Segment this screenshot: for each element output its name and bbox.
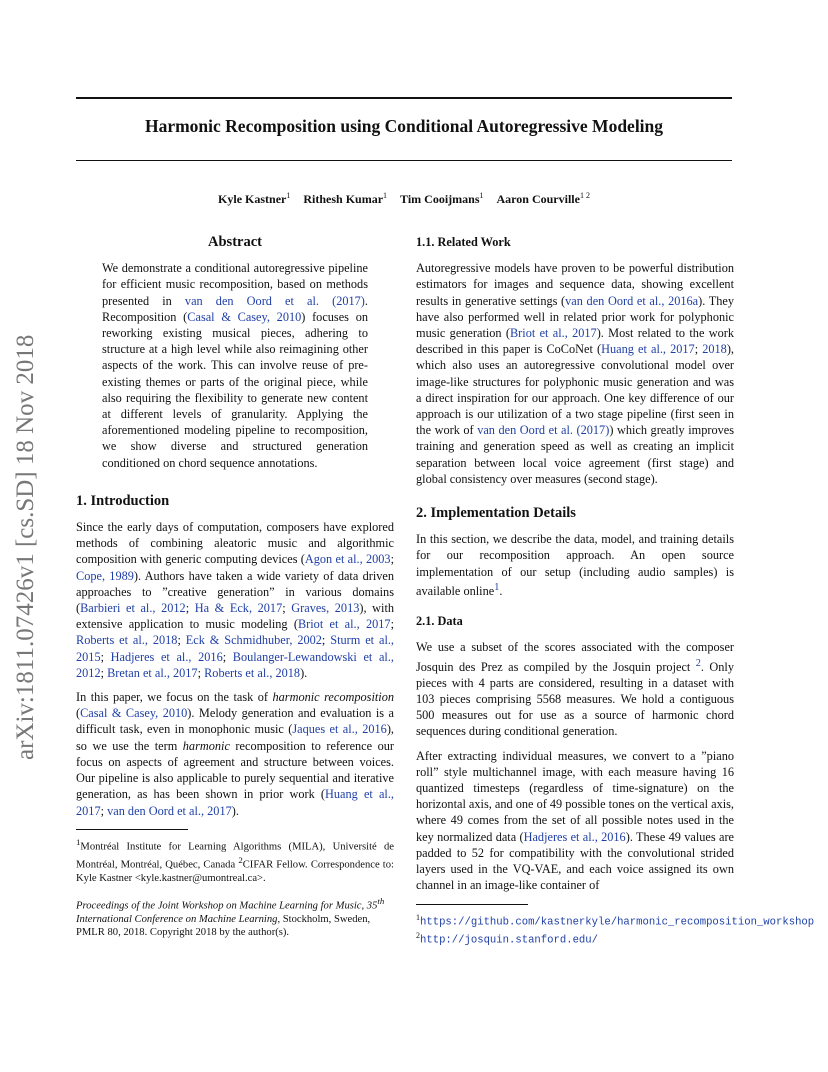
left-column — [76, 234, 394, 940]
related-work-heading: 1.1. Related Work — [416, 235, 511, 249]
citation-link[interactable]: Eck & Schmidhuber, 2002 — [185, 633, 322, 648]
citation-link[interactable]: Hadjeres et al., 2016 — [523, 829, 626, 844]
citation-link[interactable]: van den Oord et al. (2017) — [184, 293, 365, 308]
citation-link[interactable]: Sturm et al., 2015 — [76, 633, 395, 664]
footnote-2: $^2$http://josquin.stanford.edu/ — [416, 931, 599, 947]
citation-link[interactable]: Agon et al., 2003 — [304, 552, 391, 567]
proceedings-note: Proceedings of the Joint Workshop on Machine Learning for Music, 35th International Conference on Machine Learning, Stockholm, Sweden, PMLR 80, 2018. Copyright 2018 by the author(s). — [76, 895, 385, 939]
author-3: Tim Cooijmans$^1$ — [400, 191, 484, 206]
data-heading: 2.1. Data — [416, 614, 463, 629]
citation-link[interactable]: van den Oord et al., 2016a — [565, 293, 699, 308]
citation-link[interactable]: Huang et al., 2017 — [601, 342, 695, 357]
implementation-heading: 2. Implementation Details — [416, 505, 576, 522]
abstract-heading: Abstract — [208, 234, 262, 250]
footnote-1: $^1$https://github.com/kastnerkyle/harmonic_recomposition_workshop — [416, 912, 815, 929]
citation-link[interactable]: Huang et al., 2017 — [76, 787, 394, 818]
citation-link[interactable]: Cope, 1989 — [76, 568, 134, 583]
author-list — [76, 191, 732, 207]
citation-link[interactable]: van den Oord et al. (2017) — [477, 423, 610, 438]
abstract-text: We demonstrate a conditional autoregressive pipeline for efficient music recomposition, based on methods presented in van den Oord et al. (2017). Recomposition (Casal & Casey, 2010) focuses on reworking existing musical pieces, adhering to structure at a high level while also reimagining other aspects of the work. This can involve reuse of pre-existing themes or parts of the original piece, while also requiring the flexibility to generate new content at different levels of granularity. Applying the aforementioned modeling pipeline to recomposition, we show diverse and structured generation conditioned on chord sequence annotations. — [102, 261, 368, 470]
paper-title: Harmonic Recomposition using Conditional Autoregressive Modeling — [144, 116, 664, 136]
citation-link[interactable]: Casal & Casey, 2010 — [80, 706, 188, 721]
author-1: Kyle Kastner$^1$ — [218, 191, 291, 206]
footnote-link[interactable]: 2 — [695, 657, 701, 669]
author-2: Rithesh Kumar$^1$ — [303, 191, 388, 206]
right-column — [416, 234, 815, 948]
github-link[interactable]: https://github.com/kastnerkyle/harmonic_recomposition_workshop — [420, 916, 815, 929]
title-bottom-rule — [76, 160, 732, 161]
citation-link[interactable]: Briot et al., 2017 — [297, 617, 391, 632]
intro-paragraph-1: Since the early days of computation, composers have explored methods of combining aleatoric music and algorithmic composition with generic computing devices (Agon et al., 2003; Cope, 1989). Authors have taken a wide variety of data driven approaches to ”creative generation” in various domains (Barbieri et al., 2012; Ha & Eck, 2017; Graves, 2013), with extensive application to music modeling (Briot et al., 2017; Roberts et al., 2018; Eck & Schmidhuber, 2002; Sturm et al., 2015; Hadjeres et al., 2016; Boulanger-Lewandowski et al., 2012; Bretan et al., 2017; Roberts et al., 2018). — [76, 520, 395, 680]
footnote-link[interactable]: 1 — [494, 581, 500, 593]
top-rule — [76, 97, 732, 99]
citation-link[interactable]: Jaques et al., 2016 — [292, 722, 387, 737]
citation-link[interactable]: Graves, 2013 — [291, 601, 360, 616]
citation-link[interactable]: Ha & Eck, 2017 — [194, 601, 283, 616]
citation-link[interactable]: Casal & Casey, 2010 — [187, 309, 302, 324]
footnote-rule — [416, 904, 528, 905]
citation-link[interactable]: Briot et al., 2017 — [509, 326, 597, 341]
data-paragraph-1: We use a subset of the scores associated with the composer Josquin des Prez as compiled by the Josquin project $^2$. Only pieces with 4 parts are considered, resulting in a dataset with 103 pieces comprising 5568 measures. We hold a contiguous 500 measures out for use as a source of harmonic chord sequences during conditional generation. — [416, 640, 734, 739]
intro-heading: 1. Introduction — [76, 492, 170, 509]
josquin-link[interactable]: http://josquin.stanford.edu/ — [420, 934, 599, 947]
citation-link[interactable]: 2018 — [702, 342, 727, 357]
author-4: Aaron Courville$^{1 2}$ — [496, 191, 590, 206]
related-work-paragraph: Autoregressive models have proven to be powerful distribution estimators for images and sequence data, showing excellent results in generative settings (van den Oord et al., 2016a). They have also performed well in related prior work for polyphonic music generation (Briot et al., 2017). Most related to the work described in this paper is CoCoNet (Huang et al., 2017; 2018), which also uses an autoregressive convolutional model over image-like structures for polyphonic music generation and was a direct inspiration for our approach. One key difference of our approach is our utilization of a two stage pipeline (first seen in the work of van den Oord et al. (2017)) which greatly improves training and generation speed as well as creating an implicit separation between local voice agreement (first stage) and global consistency over measures (second stage). — [416, 261, 735, 486]
citation-link[interactable]: Bretan et al., 2017 — [107, 665, 198, 680]
citation-link[interactable]: Roberts et al., 2018 — [204, 665, 301, 680]
intro-paragraph-2: In this paper, we focus on the task of harmonic recomposition (Casal & Casey, 2010). Melody generation and evaluation is a difficult task, even in monophonic music (Jaques et al., 2016), so we use the term harmonic recomposition to reference our focus on aspects of agreement and structure between voices. Our pipeline is also applicable to purely sequential and iterative generation, as has been shown in prior work (Huang et al., 2017; van den Oord et al., 2017). — [76, 690, 394, 818]
citation-link[interactable]: Roberts et al., 2018 — [76, 633, 178, 648]
citation-link[interactable]: Boulanger-Lewandowski et al., 2012 — [76, 649, 394, 680]
affiliation-footnote: $^1$Montréal Institute for Learning Algorithms (MILA), Université de Montréal, Montréal, Québec, Canada $^2$CIFAR Fellow. Correspondence to: Kyle Kastner <kyle.kastner@umontreal.ca>. — [76, 836, 394, 884]
data-paragraph-2: After extracting individual measures, we convert to a ”piano roll” style multichannel image, with each measure having 16 quantized timesteps (regardless of time-signature) on the horizontal axis, and one of 49 possible tones on the vertical axis, where 49 comes from the set of all possible notes used in the key normalized data (Hadjeres et al., 2016). These 49 values are padded to 52 for compatibility with the convolutional strided layers used in the VQ-VAE, and each voice assigned its own channel in an image-like container of — [416, 748, 734, 893]
arxiv-stamp[interactable]: arXiv:1811.07426v1 [cs.SD] 18 Nov 2018 — [12, 334, 39, 760]
footnote-rule — [76, 829, 188, 830]
citation-link[interactable]: Hadjeres et al., 2016 — [110, 649, 223, 664]
citation-link[interactable]: Barbieri et al., 2012 — [80, 601, 186, 616]
implementation-paragraph: In this section, we describe the data, model, and training details for our recomposition approach. An open source implementation of our setup (including audio samples) is available online$^1$. — [416, 532, 734, 598]
citation-link[interactable]: van den Oord et al., 2017 — [107, 803, 232, 818]
